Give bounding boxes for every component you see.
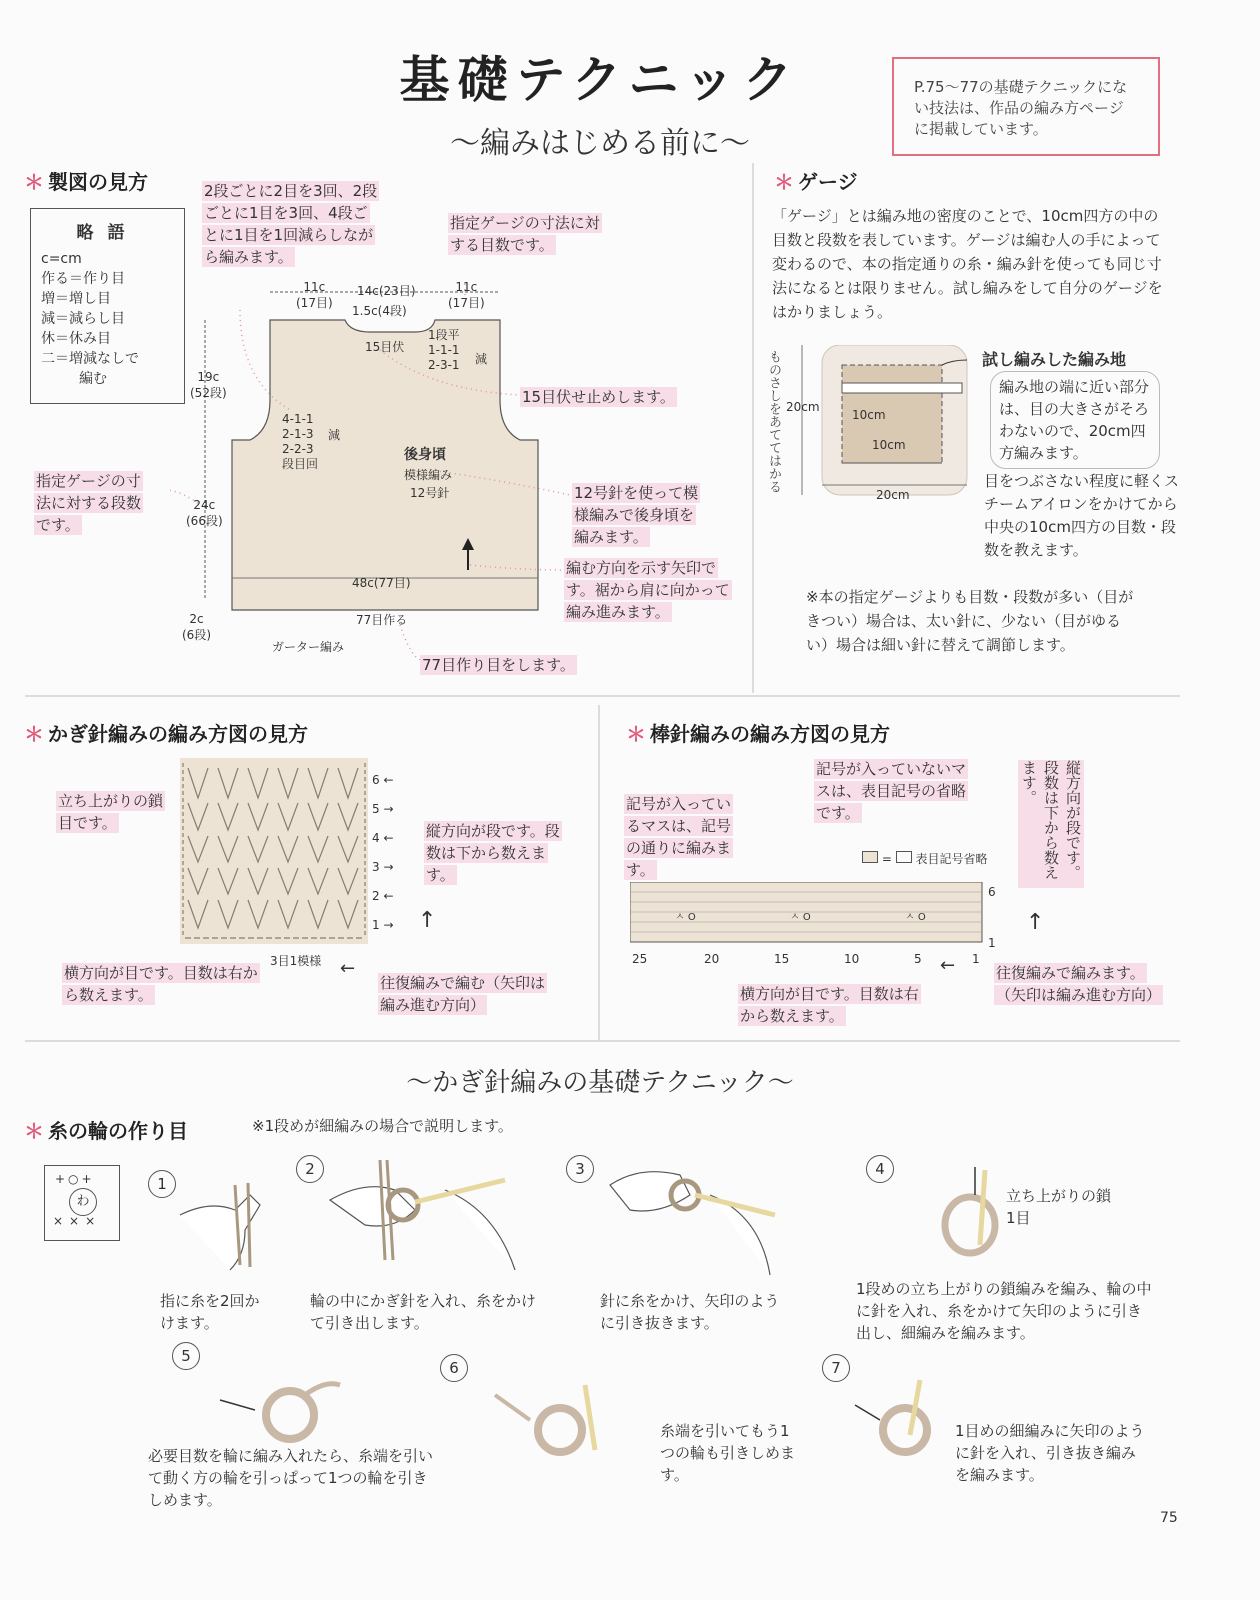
knit-chart <box>630 882 986 946</box>
dim-label: 1.5c(4段) <box>352 304 407 318</box>
divider <box>25 695 1180 697</box>
dim-label: 減 <box>475 352 488 366</box>
dim-label: 19c (52段) <box>190 370 227 400</box>
callout-crochet-rows: 縦方向が段です。段数は下から数えます。 <box>426 822 560 884</box>
section-heading-ring: ＊ 糸の輪の作り目 <box>24 1119 188 1143</box>
dim-label: 14c(23目) <box>357 284 416 298</box>
legend-title: 略語 <box>76 223 139 243</box>
svg-text:ㅅ O: ㅅ O <box>905 912 926 923</box>
step-text: 輪の中にかぎ針を入れ、糸をかけて引き出します。 <box>310 1292 536 1332</box>
step-text: 必要目数を輪に編み入れたら、糸端を引いて動く方の輪を引っぱって1つの輪を引きしめます。 <box>148 1447 434 1509</box>
swatch-illustration <box>772 345 972 505</box>
armhole-decrease-table: 4-1-1 2-1-3 2-2-3 段目回 <box>282 412 319 471</box>
step-number: 6 <box>440 1354 468 1382</box>
step-illustration <box>325 1160 525 1280</box>
callout-needle: 12号針を使って模様編みで後身頃を編みます。 <box>574 484 699 546</box>
step-text: 1目めの細編みに矢印のように針を入れ、引き抜き編みを編みます。 <box>955 1422 1145 1484</box>
gauge-footnote: ※本の指定ゲージよりも目数・段数が多い（目がきつい）場合は、太い針に、少ない（目がゆるい）場合は細い針に替えて調節します。 <box>806 588 1134 654</box>
ring-symbol-box: わ +○+ ××× <box>44 1165 120 1241</box>
step-callout: 立ち上がりの鎖1目 <box>1006 1187 1112 1227</box>
neck-decrease-table: 1段平 1-1-1 2-3-1 <box>428 328 460 372</box>
ring-note: ※1段めが細編みの場合で説明します。 <box>252 1117 513 1135</box>
dim-label: 2c (6段) <box>182 612 211 642</box>
step-text: 指に糸を2回かけます。 <box>160 1292 260 1332</box>
step-text: 糸端を引いてもう1つの輪も引きしめます。 <box>660 1422 796 1484</box>
up-arrow-icon: ↑ <box>1026 910 1045 935</box>
callout-knit-sts: 横方向が目です。目数は右から数えます。 <box>740 985 919 1025</box>
ruler-label: ものさしをあててはかる <box>766 350 781 493</box>
callout-cast-on: 77目作り目をします。 <box>422 656 575 674</box>
swatch-note: 編み地の端に近い部分は、目の大きさがそろわないので、20cm四方編みます。 <box>990 371 1160 469</box>
svg-text:ㅅ O: ㅅ O <box>790 912 811 923</box>
step-illustration <box>910 1165 1020 1265</box>
callout-crochet-back-forth: 往復編みで編む（矢印は編み進む方向） <box>380 974 546 1014</box>
divider <box>25 1040 1180 1042</box>
dim-label: 11c (17目) <box>448 280 485 310</box>
step-text: 1段めの立ち上がりの鎖編みを編み、輪の中に針を入れ、糸をかけて矢印のように引き出し、細編みを編みます。 <box>856 1280 1152 1342</box>
step-text: 針に糸をかけ、矢印のように引き抜きます。 <box>600 1292 780 1332</box>
dim-label: 11c (17目) <box>296 280 333 310</box>
abbreviation-legend <box>30 208 185 404</box>
note-box: P.75〜77の基礎テクニックにない技法は、作品の編み方ページに掲載しています。 <box>892 57 1160 156</box>
section-heading-pattern: ＊ 製図の見方 <box>24 170 148 194</box>
piece-name: 後身頃 <box>404 447 446 463</box>
measure-label: 10cm <box>852 408 886 422</box>
callout-blank: 記号が入っていないマスは、表目記号の省略です。 <box>816 760 967 822</box>
pattern-schematic <box>170 280 590 660</box>
callout-bindoff: 15目伏せ止めします。 <box>522 388 675 406</box>
svg-text:ㅅ O: ㅅ O <box>675 912 696 923</box>
step-number: 7 <box>822 1354 850 1382</box>
row-number: 1 <box>988 936 996 950</box>
technique-heading: 〜かぎ針編みの基礎テクニック〜 <box>406 1068 794 1098</box>
divider <box>752 163 754 693</box>
legend-item: 増＝増し目 <box>41 291 111 307</box>
step-illustration <box>215 1375 345 1455</box>
legend-item: c=cm <box>41 251 82 267</box>
gauge-body: 「ゲージ」とは編み地の密度のことで、10cm四方の中の目数と段数を表しています。ゲージは編む人の手によって変わるので、本の指定通りの糸・編み針を使っても同じ寸法になるとは限りません。試し編みをして自分のゲージをはかりましょう。 <box>772 207 1163 321</box>
stitch-label: 模様編み <box>404 468 453 482</box>
step-illustration <box>485 1375 615 1465</box>
needle-label: 12号針 <box>410 486 450 500</box>
abbrev-key: = 表目記号省略 <box>862 850 988 867</box>
swatch-title: 試し編みした編み地 <box>982 350 1127 369</box>
callout-rows: 指定ゲージの寸法に対する段数です。 <box>36 472 142 534</box>
callout-symbol: 記号が入っているマスは、記号の通りに編みます。 <box>626 795 732 879</box>
legend-item: 減＝減らし目 <box>41 311 125 327</box>
legend-item: 休＝休み目 <box>41 331 111 347</box>
iron-note: 目をつぶさない程度に軽くスチームアイロンをかけてから中央の10cm四方の目数・段数を教えます。 <box>984 472 1180 559</box>
up-arrow-icon: ↑ <box>418 908 437 933</box>
callout-knit-rows: 縦方向が段です。段数は下から数えます。 <box>1018 760 1084 888</box>
callout-knit-back-forth: 往復編みで編みます。（矢印は編み進む方向） <box>996 964 1162 1004</box>
row-numbers: 6 ← 5 → 4 ← 3 → 2 ← 1 → <box>372 773 394 932</box>
callout-arrow: 編む方向を示す矢印です。裾から肩に向かって編み進みます。 <box>566 559 730 621</box>
step-number: 4 <box>866 1155 894 1183</box>
dim-label: ガーター編み <box>272 640 345 654</box>
divider <box>598 705 600 1040</box>
dim-label: 15目伏 <box>365 340 405 354</box>
section-heading-crochet-chart: ＊ かぎ針編みの編み方図の見方 <box>24 722 308 746</box>
step-number: 2 <box>296 1155 324 1183</box>
dim-label: 減 <box>328 428 341 442</box>
dim-label: 24c (66段) <box>186 498 223 528</box>
section-heading-knit-chart: ＊ 棒針編みの編み方図の見方 <box>626 722 890 746</box>
step-illustration <box>850 1375 960 1465</box>
step-number: 1 <box>148 1170 176 1198</box>
page-title: 基礎テクニック <box>399 50 801 109</box>
section-heading-gauge: ＊ ゲージ <box>774 170 858 194</box>
measure-label: 10cm <box>872 438 906 452</box>
callout-gauge-size: 指定ゲージの寸法に対する目数です。 <box>450 214 600 254</box>
measure-label: 20cm <box>876 488 910 502</box>
legend-item: 作る＝作り目 <box>41 271 125 287</box>
page-number: 75 <box>1160 1510 1178 1526</box>
step-number: 5 <box>172 1342 200 1370</box>
step-illustration <box>600 1155 780 1280</box>
legend-item: 二＝増減なしで <box>41 351 139 367</box>
crochet-chart <box>180 758 370 948</box>
measure-label: 20cm <box>786 400 820 414</box>
row-number: 6 <box>988 885 996 899</box>
left-arrow-icon: ← <box>340 958 356 979</box>
legend-item: 編む <box>79 371 107 387</box>
repeat-label: 3目1模様 <box>270 954 322 968</box>
dim-label: 77目作る <box>356 613 408 627</box>
step-number: 3 <box>566 1155 594 1183</box>
step-illustration <box>170 1175 280 1280</box>
callout-decrease: 2段ごとに2目を3回、2段ごとに1目を3回、4段ごとに1目を1回減らしながら編みます。 <box>204 182 378 266</box>
dim-label: 48c(77目) <box>352 576 411 590</box>
left-arrow-icon: ← <box>940 955 956 976</box>
callout-crochet-sts: 横方向が目です。目数は右から数えます。 <box>64 964 258 1004</box>
callout-turning-chain: 立ち上がりの鎖目です。 <box>58 792 164 832</box>
page-subtitle: 〜編みはじめる前に〜 <box>450 126 750 161</box>
